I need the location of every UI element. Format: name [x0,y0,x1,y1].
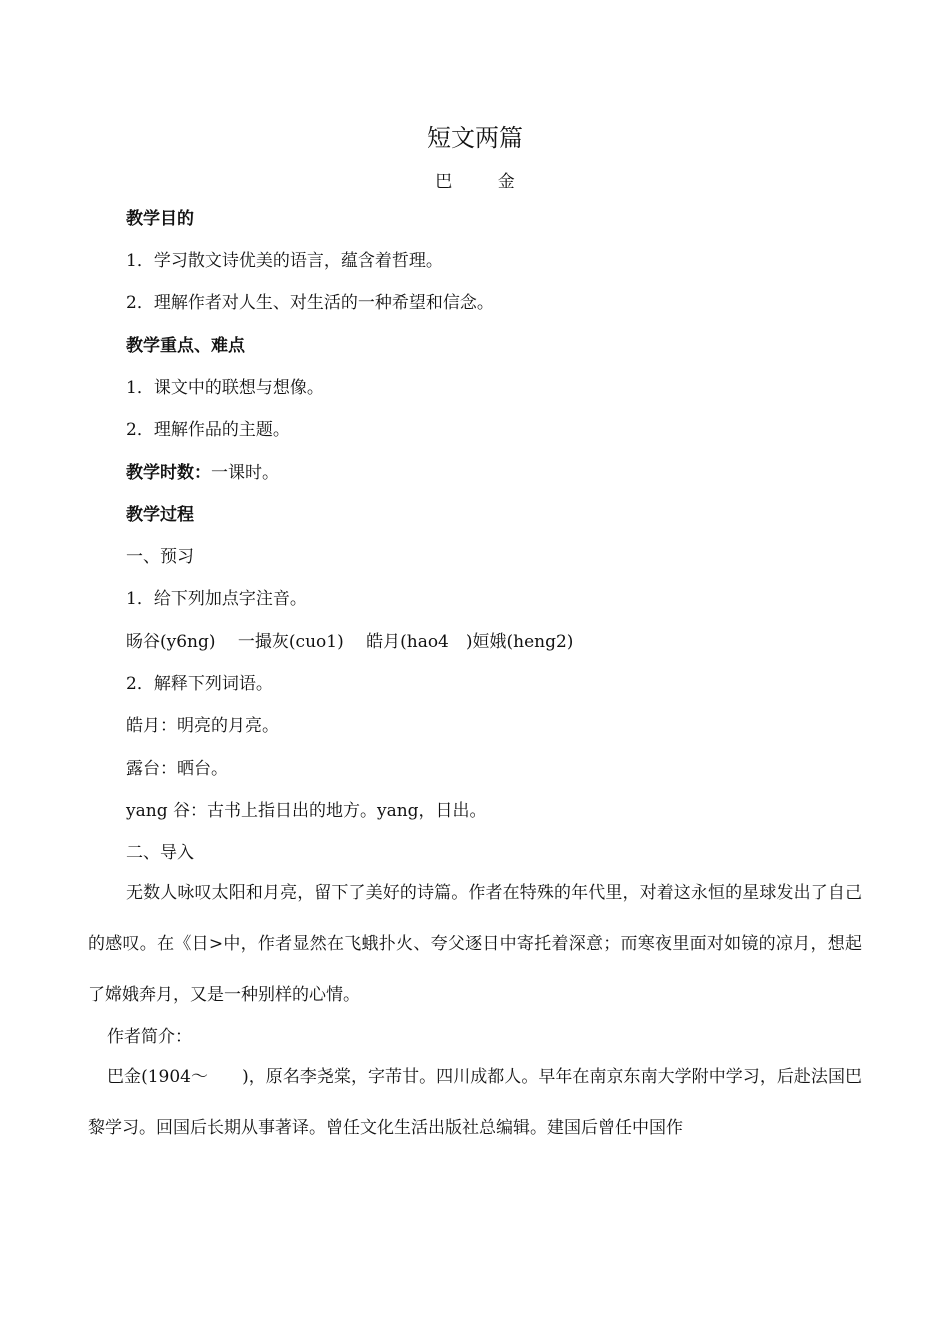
document-title: 短文两篇 [427,124,523,152]
goals-heading: 教学目的 [126,209,194,229]
key-point-item-1: 1．课文中的联想与想像。 [126,378,324,398]
process-heading: 教学过程 [126,505,194,525]
author-name: 巴 金 [435,172,535,192]
teaching-hours-label: 教学时数： [126,463,211,483]
author-intro-heading: 作者简介： [107,1027,192,1047]
key-points-heading: 教学重点、难点 [126,336,245,356]
teaching-hours-value: 一课时。 [211,463,279,483]
goal-item-1: 1．学习散文诗优美的语言，蕴含着哲理。 [126,251,443,271]
teaching-hours [126,461,279,485]
author-intro-paragraph: 巴金(1904～ )，原名李尧棠，字芾甘。四川成都人。早年在南京东南大学附中学习，后赴法国巴黎学习。回国后长期从事著译。曾任文化生活出版社总编辑。建国后曾任中国作 [88,1067,862,1138]
word-definition-1: 皓月：明亮的月亮。 [126,716,279,736]
preview-heading: 一、预习 [126,547,194,567]
word-definition-2: 露台：晒台。 [126,759,228,779]
goal-item-2: 2．理解作者对人生、对生活的一种希望和信念。 [126,293,494,313]
preview-task-1: 1．给下列加点字注音。 [126,589,307,609]
preview-task-2: 2．解释下列词语。 [126,674,273,694]
key-point-item-2: 2．理解作品的主题。 [126,420,290,440]
pinyin-line: 旸谷(y6ng) 一撮灰(cuo1) 皓月(hao4 )姮娥(heng2) [126,632,574,652]
word-definition-3: yang 谷：古书上指日出的地方。yang，日出。 [126,801,487,821]
intro-paragraph: 无数人咏叹太阳和月亮，留下了美好的诗篇。作者在特殊的年代里，对着这永恒的星球发出了自己的感叹。在《日>中，作者显然在飞蛾扑火、夸父逐日中寄托着深意；而寒夜里面对如镜的凉月，想起了嫦娥奔月，又是一种别样的心情。 [88,883,862,1005]
intro-heading: 二、导入 [126,843,194,863]
